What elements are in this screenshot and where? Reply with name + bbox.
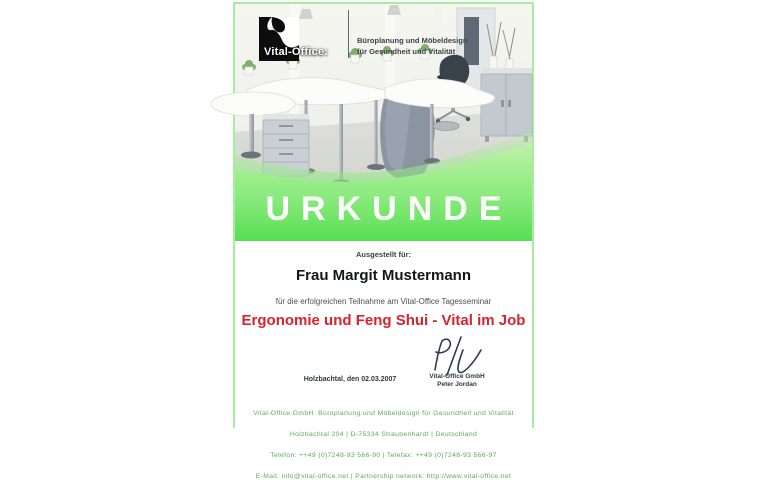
participation-text: für die erfolgreichen Teilnahme am Vital-Office Tagesseminar	[275, 297, 492, 306]
signature	[427, 336, 491, 376]
signature-block	[405, 373, 509, 389]
certificate-title: URKUNDE	[265, 190, 513, 228]
certificate	[233, 2, 534, 480]
logo-tagline	[357, 35, 467, 57]
logo-divider	[348, 10, 349, 58]
place-date: Holzbachtal, den 02.03.2007	[303, 376, 397, 383]
footer-line: Holzbachtal 204 | D-75334 Straubenhardt | Deutschland	[289, 431, 478, 438]
footer-line: Vital-Office GmbH Büroplanung und Möbeldesign für Gesundheit und Vitalität	[253, 410, 514, 417]
tagline-line2: für Gesundheit und Vitalität	[357, 47, 456, 56]
certificate-body	[235, 241, 532, 480]
recipient-name: Frau Margit Mustermann	[295, 267, 472, 284]
signature-name: Peter Jordan	[437, 381, 477, 388]
issued-for-label: Ausgestellt für:	[355, 250, 411, 259]
footer-line: Telefon: ++49 (0)7248-93 566-90 | Telefax: ++49 (0)7248-93 566-97	[270, 452, 497, 459]
footer-line: E-Mail: info@vital-office.net | Partnership network: http://www.vital-office.net	[255, 473, 512, 480]
brand-wordmark: Vital-Office:	[264, 46, 329, 58]
certificate-header	[235, 4, 532, 241]
tagline-line1: Büroplanung und Möbeldesign	[357, 36, 468, 45]
signature-org: Vital-Office GmbH	[429, 373, 485, 380]
certificate-footer	[235, 396, 532, 494]
seminar-title: Ergonomie und Feng Shui - Vital im Job	[241, 312, 526, 329]
